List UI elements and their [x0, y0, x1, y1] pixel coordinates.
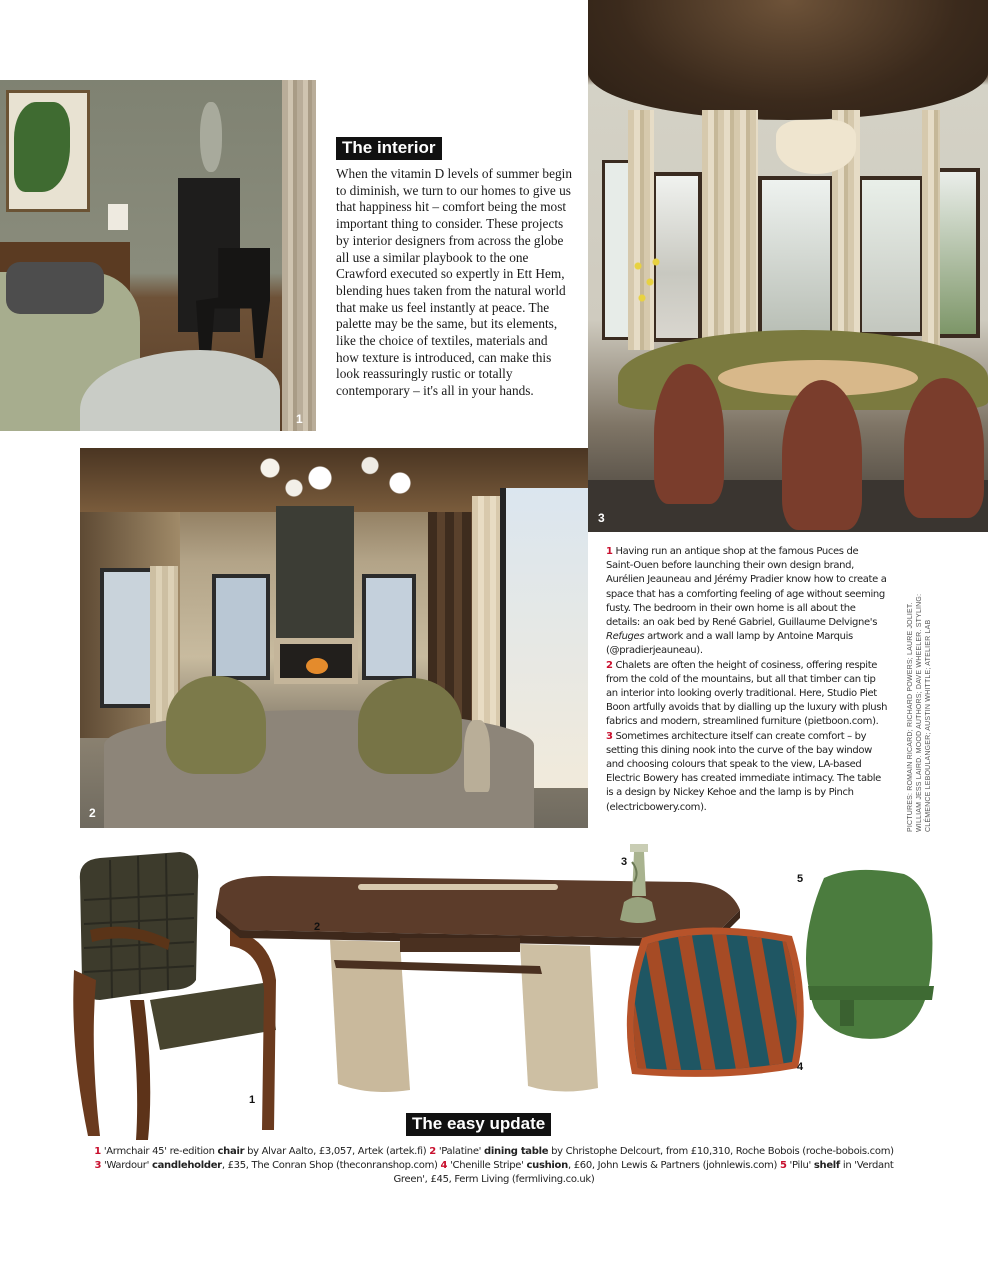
- chandelier: [230, 448, 430, 498]
- caption-number: 3: [606, 730, 613, 742]
- product-list-number: 3: [94, 1160, 102, 1171]
- section-heading-interior: The interior: [336, 137, 442, 160]
- pillow: [6, 262, 104, 314]
- product-number: 3: [621, 856, 628, 868]
- armchair: [166, 676, 266, 774]
- caption-text: artwork and a wall lamp by Antoine Marquis (@pradierjeauneau).: [606, 631, 853, 657]
- product-type: shelf: [813, 1160, 840, 1171]
- shelf-product: [794, 868, 936, 1044]
- product-list-number: 4: [440, 1160, 448, 1171]
- armchair: [358, 678, 462, 774]
- cushion-product: [612, 918, 812, 1088]
- photo-captions: [606, 545, 888, 815]
- bedroom-photo: [0, 80, 316, 431]
- leather-chair: [654, 364, 724, 504]
- caption-number: 2: [606, 659, 613, 671]
- curtain: [282, 80, 316, 431]
- curtain: [922, 110, 940, 350]
- product-list-number: 1: [94, 1146, 101, 1157]
- product-desc: by Christophe Delcourt, from £10,310, Roche Bobois (roche-bobois.com): [551, 1146, 894, 1157]
- product-desc: 'Chenille Stripe': [450, 1160, 524, 1171]
- photo-number: 3: [598, 511, 605, 525]
- chalet-photo: [80, 448, 588, 828]
- product-type: dining table: [484, 1146, 549, 1157]
- dining-nook-photo: [588, 0, 988, 532]
- product-type: cushion: [526, 1160, 568, 1171]
- candleholder-product: [616, 842, 660, 926]
- product-desc: 'Wardour': [104, 1160, 150, 1171]
- product-desc: 'Armchair 45' re-edition: [103, 1146, 215, 1157]
- product-desc: in 'Verdant Green', £45, Ferm Living (fermliving.co.uk): [393, 1160, 894, 1185]
- window: [936, 168, 980, 338]
- product-desc: by Alvar Aalto, £3,057, Artek (artek.fi): [247, 1146, 427, 1157]
- caption-text: Chalets are often the height of cosiness, offering respite from the cold of the mountains, but all that timber can tip an interior into looking overly traditional. Here, Studio Piet Boon artfully avoids that by dialling up the luxury with plush fabrics and modern, streamlined furniture (pietboon.com).: [606, 659, 888, 728]
- flowers: [626, 250, 666, 330]
- fireplace-flue: [276, 506, 354, 638]
- product-type: chair: [217, 1146, 245, 1157]
- product-number: 4: [797, 1061, 804, 1073]
- window: [362, 574, 416, 680]
- caption-italic: Refuges: [606, 631, 645, 643]
- product-desc: 'Palatine': [438, 1146, 482, 1157]
- window: [758, 176, 834, 336]
- product-desc: 'Pilu': [789, 1160, 811, 1171]
- curtain: [702, 110, 758, 350]
- wall-sculpture: [200, 102, 222, 172]
- photo-number: 1: [296, 412, 303, 426]
- product-list-number: 5: [779, 1160, 787, 1171]
- caption-number: 1: [606, 546, 613, 557]
- photo-credits: PICTURES: ROMAIN RICARD; RICHARD POWERS; LAURE JOLIET. WILLIAM JESS LAIRD. MOOD AUTHORS; DAVE WHEELER. STYLING: CLÉMENCE LEBOULANGER; AUSTIN WHITTLE; ATELIER LAB: [907, 593, 932, 832]
- leather-chair: [782, 380, 862, 530]
- product-desc: , £35, The Conran Shop (theconranshop.com): [221, 1160, 438, 1171]
- window: [858, 176, 924, 336]
- interior-body-text: When the vitamin D levels of summer begin to diminish, we turn to our homes to give us that happiness hit – comfort being the most important thing to consider. These projects by interior designers from across the globe all use a similar playbook to the one Crawford executed so expertly in Ett Hem, blending hues taken from the natural world that make us feel instantly at peace. The palette may be the same, but its elements, like the choice of textiles, materials and how texture is introduced, can make this look reassuringly rustic or totally contemporary – it's all in your hands.: [336, 166, 572, 399]
- product-desc: , £60, John Lewis & Partners (johnlewis.com): [567, 1160, 778, 1171]
- caption-text: Having run an antique shop at the famous Puces de Saint-Ouen before launching their own design brand, Aurélien Jeauneau and Jérémy Pradier know how to create a space that has a comforting feeling of age without seeming fusty. The bedroom in their own home is all about the details: an oak bed by René Gabriel, Guillaume Delvigne's: [606, 546, 887, 629]
- section-heading-easy-update: The easy update: [406, 1113, 551, 1136]
- product-number: 5: [797, 873, 804, 885]
- caption-text: Sometimes architecture itself can create comfort – by setting this dining nook into the curve of the bay window and choosing colours that speak to the view, LA-based Electric Bowery has created immediate intimacy. The table is a design by Nickey Kehoe and the lamp is by Pinch (electricbowery.com).: [606, 730, 881, 813]
- green-artwork: [14, 102, 70, 192]
- product-number: 2: [314, 921, 321, 933]
- photo-number: 2: [89, 806, 96, 820]
- window: [212, 574, 270, 680]
- product-number: 1: [249, 1094, 256, 1106]
- leather-chair: [904, 378, 984, 518]
- wood-ceiling: [588, 0, 988, 120]
- product-list-text: [94, 1145, 894, 1187]
- pendant-lamp: [776, 120, 856, 174]
- fire: [306, 658, 328, 674]
- side-table: [464, 720, 490, 792]
- product-type: candleholder: [151, 1160, 222, 1171]
- product-list-number: 2: [429, 1146, 436, 1157]
- small-frame: [108, 204, 128, 230]
